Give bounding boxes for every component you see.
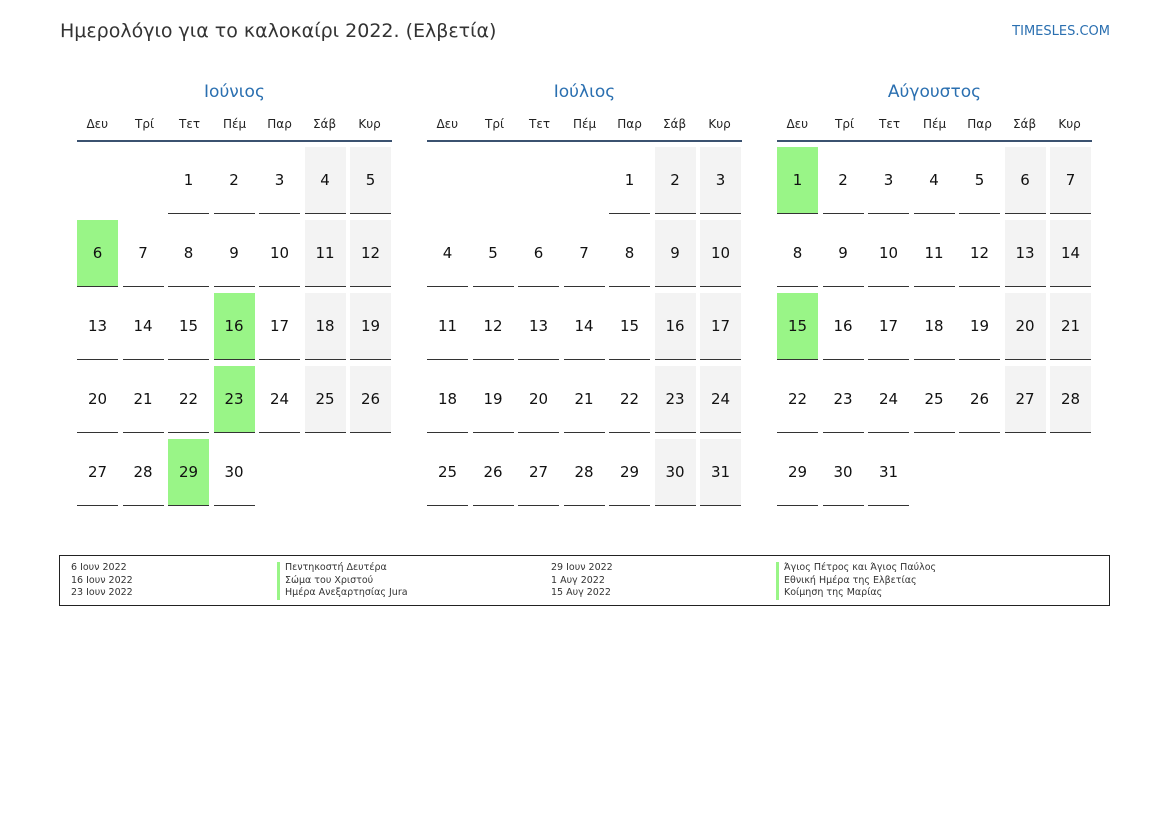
day-cell: 22: [168, 366, 209, 433]
day-cell: 19: [959, 293, 1000, 360]
day-cell: 23: [655, 366, 696, 433]
weekday-label: Σάβ: [312, 117, 337, 131]
holiday-legend: [59, 555, 1110, 606]
legend-holiday-name: Σώμα του Χριστού: [277, 575, 408, 588]
day-cell: 29: [168, 439, 209, 506]
day-grid: [427, 142, 742, 512]
day-cell: 7: [564, 220, 605, 287]
weekday-label: Τρί: [135, 117, 155, 131]
month-august: [777, 82, 1092, 512]
day-cell: 30: [655, 439, 696, 506]
weekday-label: Πέμ: [922, 117, 947, 131]
weekday-label: Παρ: [967, 117, 992, 131]
day-cell: 22: [777, 366, 818, 433]
weekday-label: Τετ: [179, 117, 201, 131]
day-cell: 5: [959, 147, 1000, 214]
day-cell: 2: [655, 147, 696, 214]
day-cell: 8: [168, 220, 209, 287]
legend-holiday-name: Ημέρα Ανεξαρτησίας Jura: [277, 587, 408, 600]
day-cell: 2: [214, 147, 255, 214]
day-cell: 31: [868, 439, 909, 506]
weekday-header: [427, 108, 742, 142]
day-cell: 6: [77, 220, 118, 287]
legend-holiday-name: Κοίμηση της Μαρίας: [776, 587, 936, 600]
day-cell: 25: [427, 439, 468, 506]
day-cell: 23: [214, 366, 255, 433]
day-cell: 6: [518, 220, 559, 287]
day-grid: [77, 142, 392, 512]
brand-link[interactable]: TIMESLES.COM: [1012, 24, 1110, 39]
day-cell: 25: [914, 366, 955, 433]
day-cell: 31: [700, 439, 741, 506]
day-cell: 25: [305, 366, 346, 433]
weekday-label: Δευ: [786, 117, 809, 131]
day-cell: 30: [214, 439, 255, 506]
day-cell: 17: [700, 293, 741, 360]
day-cell: 15: [777, 293, 818, 360]
day-cell: 6: [1005, 147, 1046, 214]
day-cell: 27: [77, 439, 118, 506]
legend-holiday-name: Εθνική Ημέρα της Ελβετίας: [776, 575, 936, 588]
day-cell: 17: [868, 293, 909, 360]
day-cell: 24: [700, 366, 741, 433]
day-grid: [777, 142, 1092, 512]
day-cell: 12: [350, 220, 391, 287]
day-cell: 18: [305, 293, 346, 360]
weekday-label: Δευ: [86, 117, 109, 131]
day-cell: 9: [823, 220, 864, 287]
weekday-label: Κυρ: [358, 117, 381, 131]
legend-date: 15 Αυγ 2022: [551, 587, 611, 598]
weekday-header: [777, 108, 1092, 142]
day-cell: 29: [609, 439, 650, 506]
weekday-label: Πέμ: [222, 117, 247, 131]
day-cell: 20: [77, 366, 118, 433]
day-cell: 23: [823, 366, 864, 433]
weekday-label: Πέμ: [572, 117, 597, 131]
day-cell: 27: [518, 439, 559, 506]
day-cell: 8: [777, 220, 818, 287]
day-cell: 9: [214, 220, 255, 287]
day-cell: 17: [259, 293, 300, 360]
day-cell: 19: [473, 366, 514, 433]
day-cell: 12: [959, 220, 1000, 287]
month-june: [77, 82, 392, 512]
day-cell: 4: [305, 147, 346, 214]
legend-date: 29 Ιουν 2022: [551, 562, 613, 573]
weekday-label: Σάβ: [1012, 117, 1037, 131]
day-cell: 28: [564, 439, 605, 506]
day-cell: 16: [655, 293, 696, 360]
day-cell: 11: [914, 220, 955, 287]
day-cell: 7: [123, 220, 164, 287]
month-july: [427, 82, 742, 512]
weekday-label: Σάβ: [662, 117, 687, 131]
legend-date: 6 Ιουν 2022: [71, 562, 127, 573]
day-cell: 16: [823, 293, 864, 360]
day-cell: 4: [914, 147, 955, 214]
day-cell: 15: [168, 293, 209, 360]
month-title: Αύγουστος: [887, 82, 982, 102]
day-cell: 14: [564, 293, 605, 360]
legend-dates-col-1: [71, 562, 133, 600]
day-cell: 26: [473, 439, 514, 506]
legend-holiday-name: Άγιος Πέτρος και Άγιος Παύλος: [776, 562, 936, 575]
day-cell: 3: [259, 147, 300, 214]
day-cell: 1: [168, 147, 209, 214]
day-cell: 13: [77, 293, 118, 360]
legend-names-col-1: [277, 562, 408, 600]
day-cell: 13: [518, 293, 559, 360]
page-title: Ημερολόγιο για το καλοκαίρι 2022. (Ελβετία): [60, 20, 497, 42]
day-cell: 24: [259, 366, 300, 433]
day-cell: 22: [609, 366, 650, 433]
day-cell: 21: [123, 366, 164, 433]
day-cell: 3: [868, 147, 909, 214]
day-cell: 5: [473, 220, 514, 287]
day-cell: 24: [868, 366, 909, 433]
month-title: Ιούλιος: [553, 82, 616, 102]
day-cell: 7: [1050, 147, 1091, 214]
day-cell: 9: [655, 220, 696, 287]
weekday-label: Τετ: [879, 117, 901, 131]
day-cell: 19: [350, 293, 391, 360]
weekday-label: Παρ: [267, 117, 292, 131]
weekday-label: Κυρ: [1058, 117, 1081, 131]
day-cell: 16: [214, 293, 255, 360]
day-cell: 29: [777, 439, 818, 506]
day-cell: 4: [427, 220, 468, 287]
weekday-label: Τρί: [485, 117, 505, 131]
day-cell: 11: [305, 220, 346, 287]
legend-date: 16 Ιουν 2022: [71, 574, 133, 586]
day-cell: 20: [1005, 293, 1046, 360]
day-cell: 1: [777, 147, 818, 214]
day-cell: 14: [1050, 220, 1091, 287]
day-cell: 18: [427, 366, 468, 433]
day-cell: 15: [609, 293, 650, 360]
day-cell: 3: [700, 147, 741, 214]
day-cell: 28: [123, 439, 164, 506]
day-cell: 27: [1005, 366, 1046, 433]
legend-date: 1 Αυγ 2022: [551, 574, 605, 586]
day-cell: 26: [350, 366, 391, 433]
day-cell: 18: [914, 293, 955, 360]
day-cell: 21: [1050, 293, 1091, 360]
day-cell: 20: [518, 366, 559, 433]
day-cell: 26: [959, 366, 1000, 433]
day-cell: 10: [700, 220, 741, 287]
day-cell: 2: [823, 147, 864, 214]
legend-names-col-2: [776, 562, 936, 600]
day-cell: 13: [1005, 220, 1046, 287]
day-cell: 10: [259, 220, 300, 287]
weekday-label: Τρί: [835, 117, 855, 131]
day-cell: 8: [609, 220, 650, 287]
legend-dates-col-2: [551, 562, 613, 600]
day-cell: 21: [564, 366, 605, 433]
day-cell: 12: [473, 293, 514, 360]
weekday-label: Τετ: [529, 117, 551, 131]
day-cell: 28: [1050, 366, 1091, 433]
legend-holiday-name: Πεντηκοστή Δευτέρα: [277, 562, 408, 575]
day-cell: 14: [123, 293, 164, 360]
day-cell: 30: [823, 439, 864, 506]
month-title: Ιούνιος: [204, 82, 265, 102]
day-cell: 5: [350, 147, 391, 214]
weekday-label: Παρ: [617, 117, 642, 131]
weekday-header: [77, 108, 392, 142]
day-cell: 10: [868, 220, 909, 287]
weekday-label: Δευ: [436, 117, 459, 131]
legend-date: 23 Ιουν 2022: [71, 587, 133, 598]
day-cell: 1: [609, 147, 650, 214]
weekday-label: Κυρ: [708, 117, 731, 131]
day-cell: 11: [427, 293, 468, 360]
